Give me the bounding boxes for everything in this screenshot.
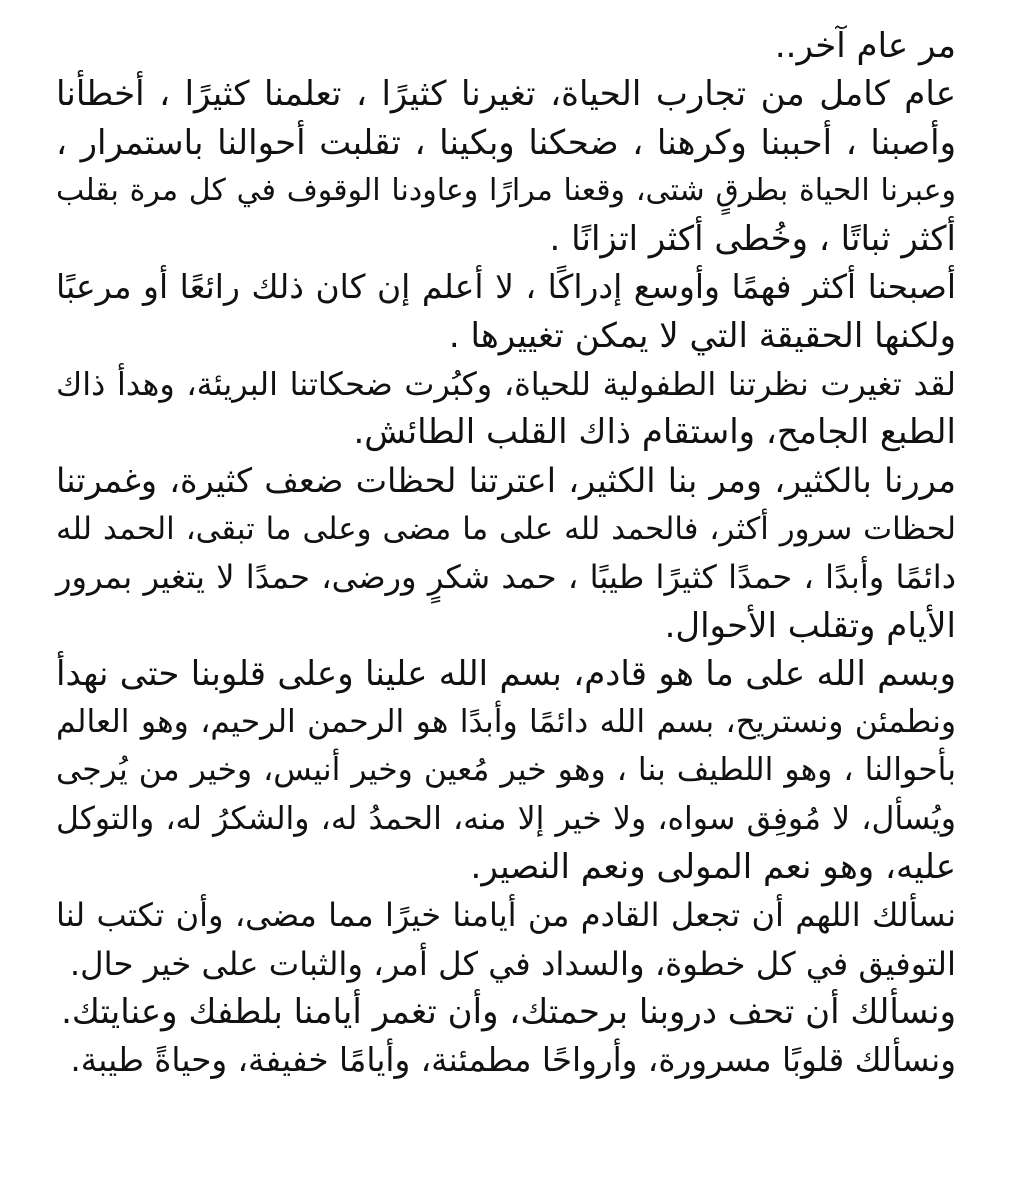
text-line: ويُسأل، لا مُوفِق سواه، ولا خير إلا منه، الحمدُ له، والشكرُ له، والتوكل (56, 800, 956, 837)
text-line: دائمًا وأبدًا ، حمدًا كثيرًا طيبًا ، حمد شكرٍ ورضى، حمدًا لا يتغير بمرور (56, 558, 956, 597)
text-line: مررنا بالكثير، ومر بنا الكثير، اعترتنا لحظات ضعف كثيرة، وغمرتنا (56, 460, 956, 500)
text-line: ولكنها الحقيقة التي لا يمكن تغييرها . (448, 315, 956, 356)
text-line: وأصبنا ، أحببنا وكرهنا ، ضحكنا وبكينا ، تقلبت أحوالنا باستمرار ، (56, 122, 956, 163)
text-line: ونطمئن ونستريح، بسم الله دائمًا وأبدًا هو الرحمن الرحيم، وهو العالم (56, 704, 956, 741)
text-line: الأيام وتقلب الأحوال. (664, 605, 956, 646)
text-line: ونسألك أن تحف دروبنا برحمتك، وأن تغمر أيامنا بلطفك وعنايتك. (61, 991, 956, 1032)
document-page (56, 22, 956, 1190)
text-line: أصبحنا أكثر فهمًا وأوسع إدراكًا ، لا أعلم إن كان ذلك رائعًا أو مرعبًا (56, 267, 956, 307)
text-line: لحظات سرور أكثر، فالحمد لله على ما مضى وعلى ما تبقى، الحمد لله (56, 510, 956, 547)
text-line: الطبع الجامح، واستقام ذاك القلب الطائش. (353, 412, 956, 453)
text-line: أكثر ثباتًا ، وخُطى أكثر اتزانًا . (549, 219, 956, 260)
text-line: نسألك اللهم أن تجعل القادم من أيامنا خيرًا مما مضى، وأن تكتب لنا (56, 896, 956, 935)
text-line: لقد تغيرت نظرتنا الطفولية للحياة، وكبُرت ضحكاتنا البريئة، وهدأ ذاك (56, 365, 956, 404)
text-line: بأحوالنا ، وهو اللطيف بنا ، وهو خير مُعين وخير أنيس، وخير من يُرجى (56, 752, 956, 789)
text-line: عام كامل من تجارب الحياة، تغيرنا كثيرًا ، تعلمنا كثيرًا ، أخطأنا (56, 74, 956, 115)
text-line: التوفيق في كل خطوة، والسداد في كل أمر، والثبات على خير حال. (69, 944, 956, 983)
text-line: وعبرنا الحياة بطرقٍ شتى، وقعنا مرارًا وعاودنا الوقوف في كل مرة بقلب (56, 172, 956, 208)
text-line: وبسم الله على ما هو قادم، بسم الله علينا وعلى قلوبنا حتى نهدأ (56, 653, 956, 694)
text-line: ونسألك قلوبًا مسرورة، وأرواحًا مطمئنة، وأيامًا خفيفة، وحياةً طيبة. (70, 1041, 956, 1080)
text-line: مر عام آخر.. (774, 26, 956, 66)
text-line: عليه، وهو نعم المولى ونعم النصير. (470, 847, 956, 888)
